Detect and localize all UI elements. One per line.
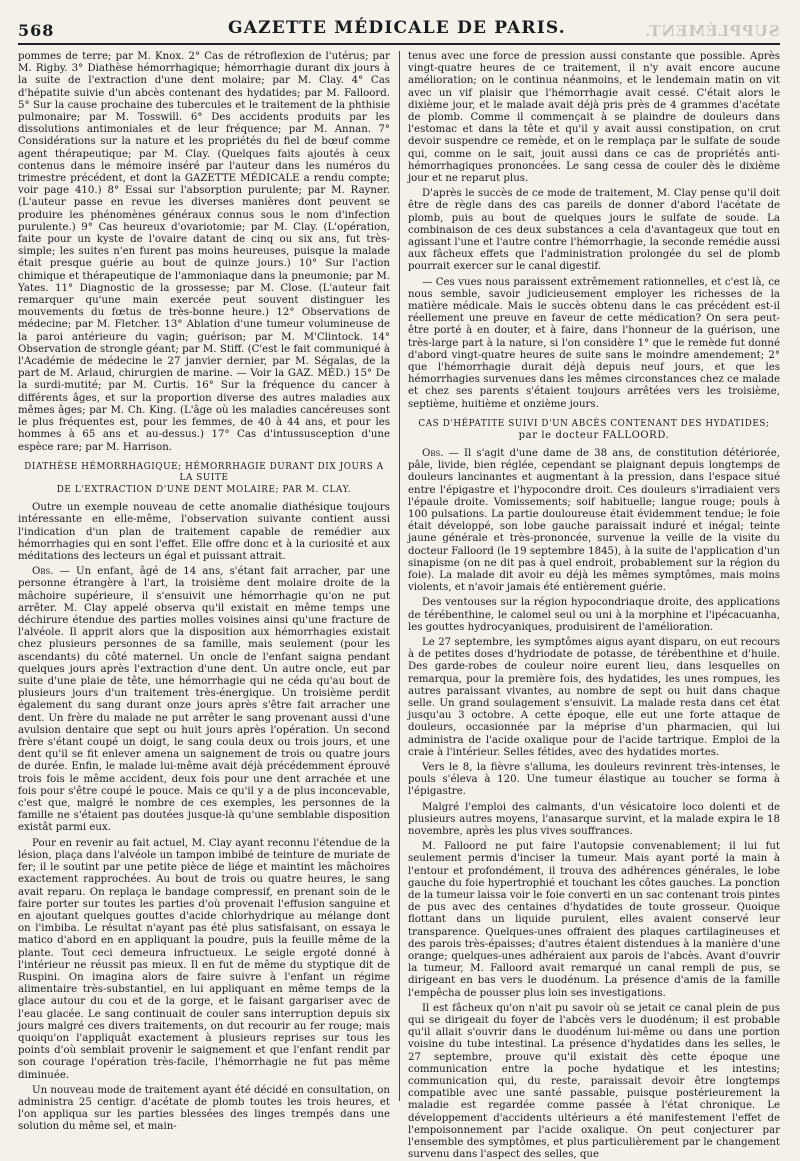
observation-paragraph <box>408 448 780 594</box>
paragraph: M. Falloord ne put faire l'autopsie convenablement; il lui fut seulement permis d'inciser la tumeur. Mais ayant porté la main à l'entour et profondément, il trouva des adhérences générales, le lobe gauche du foie hypertrophié et touchant les côtes gauches. La ponction de la tumeur laissa voir le foie converti en un sac contenant trois pintes de pus avec des centaines d'hydatides de toute grosseur. Quoique flottant dans un liquide purulent, elles avaient conservé leur transparence. Quelques-unes offraient des plaques cartilagineuses et des parois très-épaisses; d'autres étaient distendues à la manière d'une orange; quelques-unes adhéraient aux parois de l'abcès. Avant d'ouvrir la tumeur, M. Falloord avait remarqué un canal rempli de pus, se dirigeant en bas vers le duodénum. La présence d'amis de la famille l'empêcha de pousser plus loin ses investigations. <box>408 841 780 999</box>
obs-label: Obs. <box>422 447 444 459</box>
paragraph: — Ces vues nous paraissent extrêmement rationnelles, et c'est là, ce nous semble, savoir judicieusement employer les richesses de la matière médicale. Mais le succès obtenu dans le cas précédent est-il réellement une preuve en faveur de cette médication? On sera peut-être porté à en douter, et à faire, dans l'honneur de la guérison, une très-large part à la nature, si l'on considère 1° que le remède fut donné d'abord vingt-quatre heures de suite sans le moindre amendement; 2° que l'hémorrhagie durait déjà depuis neuf jours, et que les hémorrhagies survenues dans les mêmes circonstances chez ce malade et chez ses parents s'étaient toujours arrêtées vers les troisième, septième, huitième et onzième jours. <box>408 276 780 410</box>
paragraph: Un nouveau mode de traitement ayant été décidé en consultation, on administra 25 centigr. d'acétate de plomb toutes les trois heures, et l'on appliqua sur les parties blessées des linges trempés dans une solution du même sel, et main- <box>18 1084 390 1133</box>
page-number: 568 <box>18 21 55 40</box>
article-heading <box>408 419 780 442</box>
paragraph: tenus avec une force de pression aussi constante que possible. Après vingt-quatre heures de ce traitement, il n'y avait encore aucune amélioration; on le continua néanmoins, et le lendemain matin on vit avec un vif plaisir que l'hémorrhagie avait cessé. C'était alors le dixième jour, et le malade avait déjà pris près de 4 grammes d'acétate de plomb. Comme il commençait à se plaindre de douleurs dans l'estomac et dans la tête et qu'il y avait aussi constipation, on crut devoir suspendre ce remède, et on le remplaça par le sulfate de soude qui, comme on le sait, jouit aussi dans ce cas de propriétés anti-hémorrhagiques prononcées. Le sang cessa de couler dès le dixième jour et ne reparut plus. <box>408 51 780 185</box>
heading-line: par le docteur FALLOORD. <box>518 430 670 442</box>
article-heading <box>18 462 390 497</box>
paragraph: Des ventouses sur la région hypocondriaque droite, des applications de térébenthine, le calomel seul ou uni à la morphine et l'ipécacuanha, les gouttes hydrocyaniques, produisirent de l'amélioration. <box>408 597 780 633</box>
paragraph: pommes de terre; par M. Knox. 2° Cas de rétroflexion de l'utérus; par M. Rigby. 3° Diathèse hémorrhagique; hémorrhagie durant dix jours à la suite de l'extraction d'une dent molaire; par M. Clay. 4° Cas d'hépatite suivie d'un abcès contenant des hydatides; par M. Falloord. 5° Sur la cause prochaine des tubercules et le traitement de la phthisie pulmonaire; par M. Tosswill. 6° Des accidents produits par les dissolutions antimoniales et de leur fréquence; par M. Annan. 7° Considérations sur la nature et les propriétés du fiel de bœuf comme agent thérapeutique; par M. Clay. (Quelques faits ajoutés à ceux contenus dans le mémoire inséré par l'auteur dans les numéros du trimestre précédent, et dont la GAZETTE MÉDICALE a rendu compte; voir page 410.) 8° Essai sur l'absorption purulente; par M. Rayner. (L'auteur passe en revue les diverses manières dont peuvent se produire les phénomènes généraux connus sous le nom d'infection purulente.) 9° Cas heureux d'ovariotomie; par M. Clay. (L'opération, faite pour un kyste de l'ovaire datant de cinq ou six ans, fut très-simple; les suites n'en furent pas moins heureuses, puisque la malade était presque guérie au bout de quinze jours.) 10° Sur l'action chimique et thérapeutique de l'ammoniaque dans la pneumonie; par M. Yates. 11° Diagnostic de la grossesse; par M. Close. (L'auteur fait remarquer qu'une main exercée peut souvent distinguer les mouvements du fœtus de très-bonne heure.) 12° Observations de médecine; par M. Fletcher. 13° Ablation d'une tumeur volumineuse de la paroi antérieure du vagin; guérison; par M. M'Clintock. 14° Observation de strongle géant; par M. Stiff. (C'est le fait communiqué à l'Académie de médecine le 27 janvier dernier, par M. Ségalas, de la part de M. Arlaud, chirurgien de marine. — Voir la GAZ. MÉD.) 15° De la surdi-mutité; par M. Curtis. 16° Sur la fréquence du cancer à différents âges, et sur la proportion diverse des autres maladies aux mêmes âges; par M. Ch. King. (L'âge où les maladies cancéreuses sont le plus fréquentes est, pour les femmes, de 40 à 44 ans, et pour les hommes à 65 ans et au-dessus.) 17° Cas d'intussusception d'une espèce rare; par M. Harrison. <box>18 51 390 453</box>
paragraph-text: — Un enfant, âgé de 14 ans, s'étant fait arracher, par une personne étrangère à l'art, la troisième dent molaire droite de la mâchoire supérieure, il s'ensuivit une hémorrhagie qu'on ne put arrêter. M. Clay appelé observa qu'il existait en même temps une déchirure étendue des parties molles voisines ainsi qu'une fracture de l'alvéole. Il apprit alors que la disposition aux hémorrhagies existait chez plusieurs personnes de sa famille, mais seulement (pour les ascendants) du côté maternel. Un oncle de l'enfant saigna pendant quelques jours après l'extraction d'une dent. Un autre oncle, eut par suite d'une plaie de tête, une hémorrhagie qui ne céda qu'au bout de plusieurs jours d'un traitement très-énergique. Un troisième perdit également du sang durant onze jours après s'être fait arracher une dent. Un frère du malade ne put arrêter le sang provenant aussi d'une avulsion dentaire que sept ou huit jours après l'opération. Un second frère s'étant coupé un doigt, le sang coula deux ou trois jours, et une dent qu'il se fit enlever amena un saignement de trois ou quatre jours de durée. Enfin, le malade lui-même avait déjà précédemment éprouvé trois fois le même accident, deux fois pour une dent arrachée et une fois pour s'être coupé le pouce. Mais ce qu'il y a de plus inconcevable, c'est que, malgré le nombre de ces exemples, les personnes de la famille ne s'étaient pas doutées jusque-là qu'une semblable disposition existât parmi eux. <box>18 566 390 834</box>
right-column <box>408 51 780 1161</box>
heading-line: DIATHÈSE HÉMORRHAGIQUE; HÉMORRHAGIE DURANT DIX JOURS A LA SUITE <box>24 461 384 484</box>
column-divider <box>399 51 400 1101</box>
left-column <box>18 51 390 1133</box>
obs-label: Obs. <box>32 566 54 578</box>
paragraph: Vers le 8, la fièvre s'alluma, les douleurs revinrent très-intenses, le pouls s'éleva à 120. Une tumeur élastique au toucher se forma à l'épigastre. <box>408 761 780 798</box>
paragraph: Pour en revenir au fait actuel, M. Clay ayant reconnu l'étendue de la lésion, plaça dans l'alvéole un tampon imbibé de teinture de muriate de fer; il le soutint par une petite pièce de liége et maintint les mâchoires exactement rapprochées. Au bout de trois ou quatre heures, le sang avait reparu. On replaça le bandage compressif, en prenant soin de le faire porter sur toutes les parties d'où provenait l'effusion sanguine et en ajoutant quelques gouttes d'acide chlorhydrique au mélange dont on l'imbiba. Le résultat n'ayant pas été plus satisfaisant, on essaya le matico d'abord en en appliquant la poudre, puis la feuille même de la plante. Tout ceci demeura infructueux. Le seigle ergoté donné à l'intérieur ne réussit pas mieux. Il en fut de même du styptique dit de Ruspini. On imagina alors de faire suivre à l'enfant un régime alimentaire très-substantiel, en lui appliquant en même temps de la glace autour du cou et de la gorge, et le faisant gargariser avec de l'eau glacée. Le sang continuait de couler sans interruption depuis six jours malgré ces divers traitements, on dut recourir au fer rouge; mais quoiqu'on l'appliquât exactement à plusieurs reprises sur tous les points d'où semblait provenir le saignement et que l'enfant rendit par son courage l'opération très-facile, l'hémorrhagie ne fut pas même diminuée. <box>18 837 390 1081</box>
bleed-through-text: SUPPLÉMENT. <box>644 22 780 40</box>
paragraph: Il est fâcheux qu'on n'ait pu savoir où se jetait ce canal plein de pus qui se dirigeait du foyer de l'abcès vers le duodénum; il est probable qu'il allait s'ouvrir dans le duodénum lui-même ou dans une portion voisine du tube intestinal. La présence d'hydatides dans les selles, le 27 septembre, prouve qu'il existait dès cette époque une communication entre la poche hydatique et les intestins; communication qui, du reste, paraissait devoir être longtemps compatible avec une santé passable, puisque postérieurement la maladie est regardée comme passée à l'état chronique. Le développement d'accidents ultérieurs a été manifestement l'effet de l'empoisonnement par l'acide oxalique. On peut conjecturer par l'ensemble des symptômes, et plus particulièrement par le changement survenu dans l'aspect des selles, que <box>408 1002 780 1161</box>
paragraph: Outre un exemple nouveau de cette anomalie diathésique toujours intéressante en elle-même, l'observation suivante contient aussi l'indication d'un plan de traitement capable de remédier aux hémorrhagies qui en sont l'effet. Elle offre donc et à la curiosité et aux méditations des lecteurs un égal et puissant attrait. <box>18 502 390 563</box>
journal-title: GAZETTE MÉDICALE DE PARIS. <box>228 18 566 38</box>
paragraph-text: — Il s'agit d'une dame de 38 ans, de constitution détériorée, pâle, livide, bien réglée, cependant se plaignant depuis longtemps de douleurs lancinantes et augmentant à la pression, dans l'espace situé entre l'épigastre et l'hypocondre droit. Ces douleurs s'irradiaient vers l'épaule droite. Vomissements; soif habituelle; langue rouge; pouls à 100 pulsations. La partie douloureuse était évidemment tendue; le foie était développé, son lobe gauche paraissait induré et inégal; teinte jaune générale et très-prononcée, survenue la veille de la visite du docteur Falloord (le 19 septembre 1845), à la suite de l'application d'un sinapisme (on ne dit pas à quel endroit, probablement sur la région du foie). La malade dit avoir eu déjà les mêmes symptômes, mais moins violents, et n'avoir jamais été entièrement guérie. <box>408 447 780 594</box>
article-columns <box>18 51 780 1161</box>
heading-line: CAS D'HÉPATITE SUIVI D'UN ABCÈS CONTENANT DES HYDATIDES; <box>418 418 770 429</box>
paragraph: Malgré l'emploi des calmants, d'un vésicatoire loco dolenti et de plusieurs autres moyens, l'anasarque survint, et la malade expira le 18 novembre, après les plus vives souffrances. <box>408 801 780 837</box>
newspaper-page <box>18 14 780 1161</box>
header-rule <box>18 43 780 45</box>
masthead <box>18 14 780 40</box>
observation-paragraph <box>18 566 390 834</box>
paragraph: D'après le succès de ce mode de traitement, M. Clay pense qu'il doit être de règle dans des cas pareils de donner d'abord l'acétate de plomb, puis au bout de quelques jours le sulfate de soude. La combinaison de ces deux substances a cela d'avantageux que tout en agissant l'une et l'autre contre l'hémorrhagie, la seconde remédie aussi aux fâcheux effets que l'administration prolongée du sel de plomb pourrait exercer sur le canal digestif. <box>408 188 780 273</box>
heading-line: DE L'EXTRACTION D'UNE DENT MOLAIRE; PAR M. CLAY. <box>56 484 352 495</box>
paragraph: Le 27 septembre, les symptômes aigus ayant disparu, on eut recours à de petites doses d'hydriodate de potasse, de térébenthine et d'huile. Des garde-robes de couleur noire eurent lieu, dans lesquelles on remarqua, pour la première fois, des hydatides, les unes rompues, les autres paraissant vivantes, au nombre de sept ou huit dans chaque selle. Un grand soulagement s'ensuivit. La malade resta dans cet état jusqu'au 3 octobre. A cette époque, elle eut une forte attaque de douleurs, occasionnée par la méprise d'un pharmacien, qui lui administra de l'acide oxalique pour de l'acide tartrique. Emploi de la craie à l'intérieur. Selles fétides, avec des hydatides mortes. <box>408 636 780 758</box>
